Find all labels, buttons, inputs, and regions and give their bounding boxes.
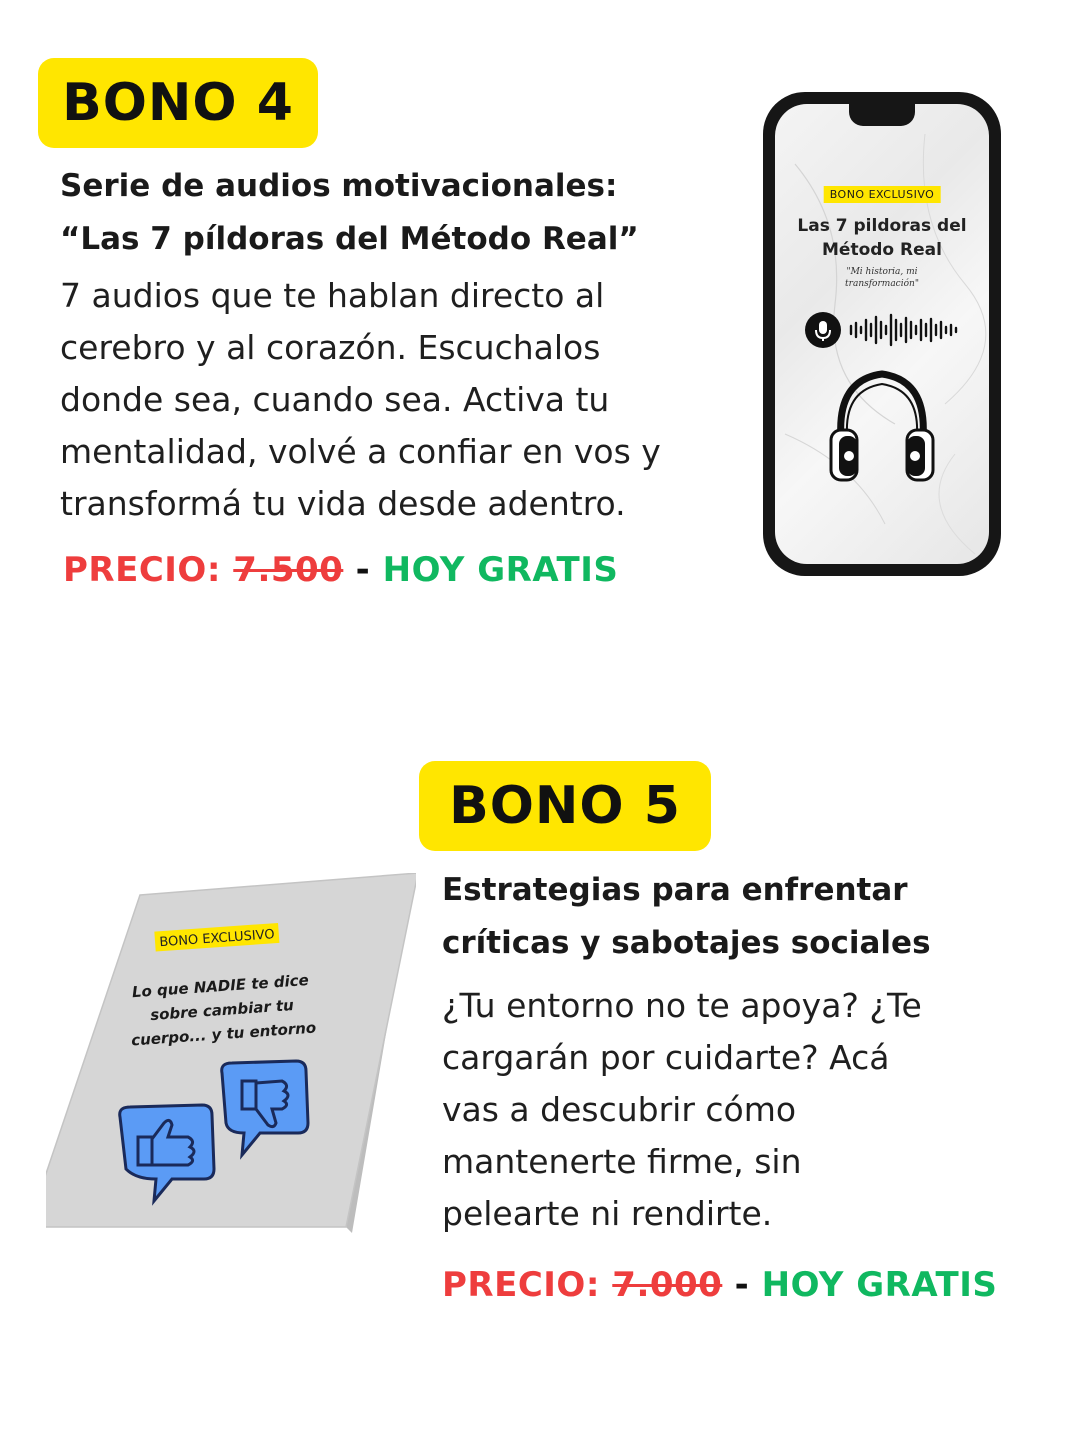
phone-title-line: Método Real [822,240,942,260]
price-separator: - [355,550,371,590]
bono-5-description-line: cargarán por cuidarte? Acá [442,1038,890,1077]
free-price: HOY GRATIS [761,1265,998,1305]
headphones-icon [827,360,937,490]
bono-5-description-line: vas a descubrir cómo [442,1090,797,1129]
bono-5-badge [419,761,711,851]
soundwave-icon [847,308,963,352]
bono-4-description-line: mentalidad, volvé a confiar en vos y [60,432,661,471]
bono-4-title-line: “Las 7 píldoras del Método Real” [60,221,639,257]
phone-title-line: Las 7 pildoras del [797,216,967,236]
bono-4-badge-label: BONO 4 [62,73,294,133]
bono-4-description-line: cerebro y al corazón. Escuchalos [60,328,601,367]
bono-4-description-line: 7 audios que te hablan directo al [60,276,605,315]
bono-4-badge [38,58,318,148]
bono-4-description-line: transformá tu vida desde adentro. [60,484,626,523]
bono-4-title [60,160,740,266]
price-label: PRECIO: [63,550,221,590]
bono-5-description-line: ¿Tu entorno no te apoya? ¿Te [442,986,922,1025]
book-tag: BONO EXCLUSIVO [158,927,276,951]
phone-subtitle-line: "Mi historia, mi [846,267,918,277]
phone-screen [775,104,989,564]
bono-5-price [442,1265,997,1305]
old-price: 7.500 [233,550,344,590]
phone-subtitle-line: transformación" [845,279,919,289]
bono-5-badge-label: BONO 5 [449,776,681,836]
bono-4-description-line: donde sea, cuando sea. Activa tu [60,380,610,419]
price-label: PRECIO: [442,1265,600,1305]
book-title-line: sobre cambiar tu [149,996,295,1025]
phone-subtitle [805,266,959,290]
free-price: HOY GRATIS [382,550,619,590]
bono-5-title-line: Estrategias para enfrentar [442,872,908,908]
book-title-line: Lo que NADIE te dice [131,970,310,1002]
phone-notch [849,104,915,126]
bono-5-description-line: mantenerte firme, sin [442,1142,802,1181]
old-price: 7.000 [612,1265,723,1305]
price-separator: - [734,1265,750,1305]
bono-5-description [442,980,1062,1240]
bono-4-description [60,270,760,530]
book-title-line: cuerpo... y tu entorno [130,1018,317,1050]
microphone-icon [805,312,841,348]
bono-4-price [63,550,618,590]
phone-mockup [763,92,1001,576]
book-mockup [46,873,416,1233]
bono-5-title-line: críticas y sabotajes sociales [442,925,931,961]
phone-title [775,214,989,262]
bono-5-title [442,864,1062,970]
bono-4-title-line: Serie de audios motivacionales: [60,168,618,204]
bono-5-description-line: pelearte ni rendirte. [442,1194,773,1233]
phone-tag: BONO EXCLUSIVO [824,186,941,203]
